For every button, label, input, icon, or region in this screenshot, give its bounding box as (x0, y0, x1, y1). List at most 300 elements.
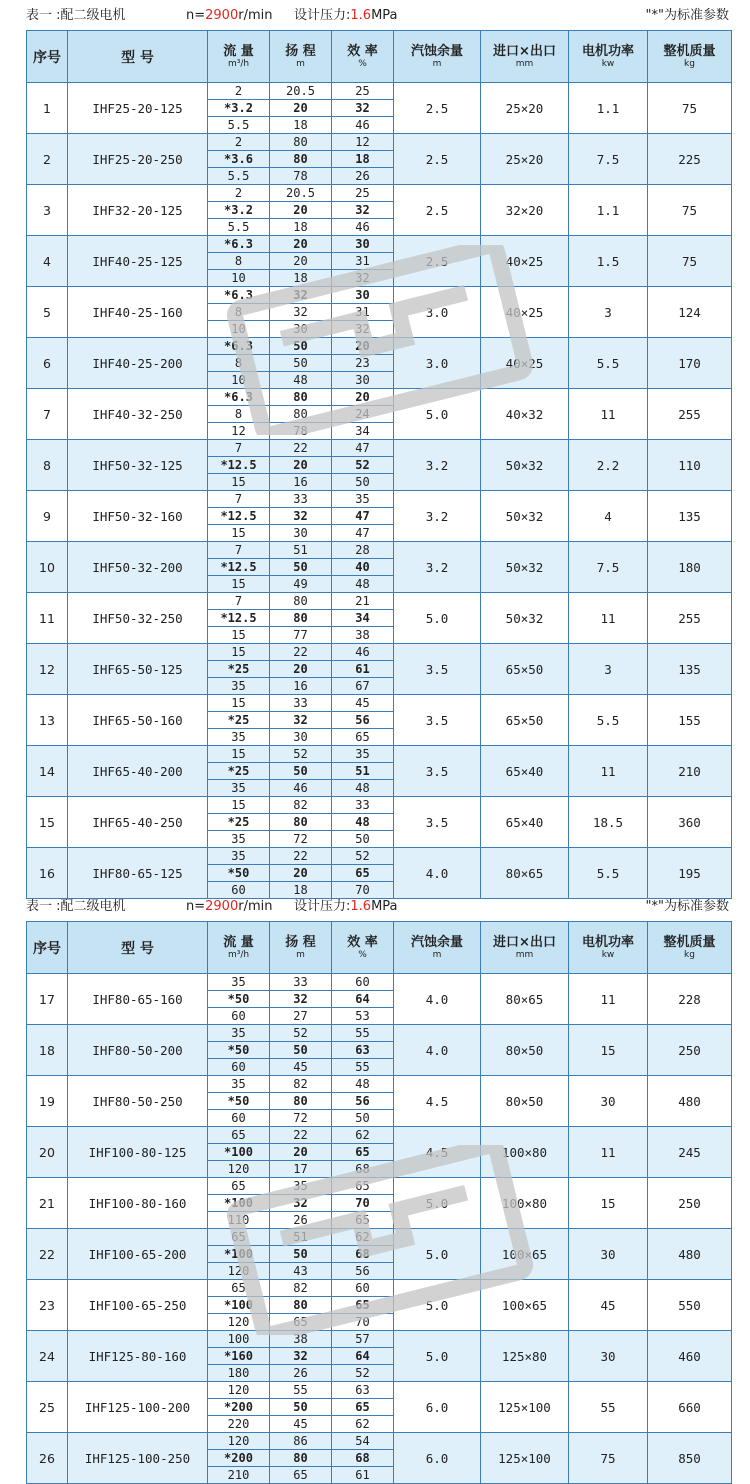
flow-cell: 10 (208, 270, 270, 287)
head-cell: 27 (270, 1008, 332, 1025)
motor-power-cell: 3 (569, 287, 648, 338)
caption-design-pressure: 设计压力:1.6MPa (294, 8, 398, 23)
weight-cell: 480 (648, 1229, 732, 1280)
row-number: 17 (27, 974, 68, 1025)
table-row (27, 644, 732, 661)
head-cell: 38 (270, 1331, 332, 1348)
weight-cell: 124 (648, 287, 732, 338)
caption-standard-note: "*"为标准参数 (645, 899, 729, 914)
flow-cell: 5.5 (208, 219, 270, 236)
head-cell: 18 (270, 219, 332, 236)
flow-cell: *100 (208, 1144, 270, 1161)
head-cell: 17 (270, 1161, 332, 1178)
efficiency-cell: 57 (332, 1331, 394, 1348)
header-inlet-outlet: 进口×出口 mm (481, 922, 569, 974)
row-number: 25 (27, 1382, 68, 1433)
efficiency-cell: 52 (332, 1365, 394, 1382)
row-number: 13 (27, 695, 68, 746)
motor-power-cell: 18.5 (569, 797, 648, 848)
efficiency-cell: 45 (332, 695, 394, 712)
head-cell: 22 (270, 1127, 332, 1144)
flow-cell: 35 (208, 1076, 270, 1093)
motor-power-cell: 5.5 (569, 338, 648, 389)
head-cell: 48 (270, 372, 332, 389)
model-cell: IHF50-32-250 (68, 593, 208, 644)
motor-power-cell: 15 (569, 1178, 648, 1229)
row-number: 2 (27, 134, 68, 185)
head-cell: 20 (270, 253, 332, 270)
header-flow: 流 量 m³/h (208, 31, 270, 83)
head-cell: 32 (270, 508, 332, 525)
efficiency-cell: 38 (332, 627, 394, 644)
flow-cell: *50 (208, 865, 270, 882)
efficiency-cell: 25 (332, 185, 394, 202)
table-row (27, 797, 732, 814)
flow-cell: 15 (208, 797, 270, 814)
flow-cell: 210 (208, 1467, 270, 1484)
flow-cell: 35 (208, 974, 270, 991)
flow-cell: 65 (208, 1178, 270, 1195)
model-cell: IHF100-80-125 (68, 1127, 208, 1178)
row-number: 3 (27, 185, 68, 236)
efficiency-cell: 64 (332, 991, 394, 1008)
caption-label: 表一 :配二级电机 (26, 8, 126, 23)
efficiency-cell: 48 (332, 576, 394, 593)
head-cell: 50 (270, 763, 332, 780)
flow-cell: 60 (208, 882, 270, 899)
flow-cell: *100 (208, 1297, 270, 1314)
weight-cell: 660 (648, 1382, 732, 1433)
npsh-cell: 2.5 (394, 236, 481, 287)
efficiency-cell: 46 (332, 644, 394, 661)
npsh-cell: 5.0 (394, 1178, 481, 1229)
weight-cell: 255 (648, 389, 732, 440)
efficiency-cell: 12 (332, 134, 394, 151)
efficiency-cell: 65 (332, 1399, 394, 1416)
npsh-cell: 3.0 (394, 338, 481, 389)
head-cell: 80 (270, 134, 332, 151)
header-row (27, 31, 732, 83)
motor-power-cell: 11 (569, 389, 648, 440)
header-motor-power: 电机功率 kw (569, 922, 648, 974)
model-cell: IHF125-100-200 (68, 1382, 208, 1433)
head-cell: 82 (270, 1280, 332, 1297)
inlet-outlet-cell: 65×50 (481, 695, 569, 746)
motor-power-cell: 7.5 (569, 134, 648, 185)
efficiency-cell: 47 (332, 525, 394, 542)
table-row (27, 746, 732, 763)
flow-cell: 15 (208, 695, 270, 712)
npsh-cell: 4.5 (394, 1076, 481, 1127)
efficiency-cell: 51 (332, 763, 394, 780)
table-row (27, 1076, 732, 1093)
table-row (27, 1178, 732, 1195)
inlet-outlet-cell: 80×50 (481, 1076, 569, 1127)
row-number: 6 (27, 338, 68, 389)
row-number: 11 (27, 593, 68, 644)
weight-cell: 480 (648, 1076, 732, 1127)
efficiency-cell: 70 (332, 882, 394, 899)
flow-cell: 7 (208, 593, 270, 610)
motor-power-cell: 1.1 (569, 83, 648, 134)
flow-cell: 8 (208, 355, 270, 372)
head-cell: 45 (270, 1416, 332, 1433)
inlet-outlet-cell: 65×50 (481, 644, 569, 695)
head-cell: 32 (270, 304, 332, 321)
head-cell: 32 (270, 1195, 332, 1212)
motor-power-cell: 55 (569, 1382, 648, 1433)
head-cell: 65 (270, 1314, 332, 1331)
npsh-cell: 5.0 (394, 389, 481, 440)
model-cell: IHF40-25-160 (68, 287, 208, 338)
head-cell: 80 (270, 1093, 332, 1110)
table-body (27, 83, 732, 899)
inlet-outlet-cell: 125×80 (481, 1331, 569, 1382)
model-cell: IHF65-50-125 (68, 644, 208, 695)
flow-cell: 2 (208, 83, 270, 100)
row-number: 21 (27, 1178, 68, 1229)
head-cell: 20 (270, 865, 332, 882)
model-cell: IHF40-32-250 (68, 389, 208, 440)
table-row (27, 1229, 732, 1246)
flow-cell: 15 (208, 474, 270, 491)
flow-cell: 5.5 (208, 117, 270, 134)
row-number: 22 (27, 1229, 68, 1280)
inlet-outlet-cell: 25×20 (481, 134, 569, 185)
header-flow: 流 量 m³/h (208, 922, 270, 974)
efficiency-cell: 52 (332, 848, 394, 865)
head-cell: 80 (270, 1297, 332, 1314)
row-number: 4 (27, 236, 68, 287)
model-cell: IHF125-100-250 (68, 1433, 208, 1484)
head-cell: 33 (270, 974, 332, 991)
flow-cell: 15 (208, 627, 270, 644)
inlet-outlet-cell: 40×32 (481, 389, 569, 440)
npsh-cell: 3.2 (394, 440, 481, 491)
row-number: 18 (27, 1025, 68, 1076)
weight-cell: 250 (648, 1178, 732, 1229)
efficiency-cell: 53 (332, 1008, 394, 1025)
motor-power-cell: 15 (569, 1025, 648, 1076)
weight-cell: 255 (648, 593, 732, 644)
flow-cell: 7 (208, 491, 270, 508)
row-number: 14 (27, 746, 68, 797)
model-cell: IHF80-50-250 (68, 1076, 208, 1127)
efficiency-cell: 18 (332, 151, 394, 168)
efficiency-cell: 62 (332, 1229, 394, 1246)
npsh-cell: 2.5 (394, 185, 481, 236)
efficiency-cell: 32 (332, 100, 394, 117)
head-cell: 52 (270, 746, 332, 763)
model-cell: IHF125-80-160 (68, 1331, 208, 1382)
efficiency-cell: 48 (332, 780, 394, 797)
flow-cell: 15 (208, 644, 270, 661)
flow-cell: 60 (208, 1008, 270, 1025)
inlet-outlet-cell: 40×25 (481, 287, 569, 338)
flow-cell: 120 (208, 1263, 270, 1280)
efficiency-cell: 48 (332, 1076, 394, 1093)
efficiency-cell: 50 (332, 831, 394, 848)
inlet-outlet-cell: 100×80 (481, 1127, 569, 1178)
table-row (27, 1280, 732, 1297)
efficiency-cell: 56 (332, 712, 394, 729)
weight-cell: 850 (648, 1433, 732, 1484)
efficiency-cell: 65 (332, 1178, 394, 1195)
head-cell: 35 (270, 1178, 332, 1195)
motor-power-cell: 30 (569, 1331, 648, 1382)
efficiency-cell: 62 (332, 1416, 394, 1433)
npsh-cell: 4.0 (394, 974, 481, 1025)
npsh-cell: 4.5 (394, 1127, 481, 1178)
flow-cell: *25 (208, 661, 270, 678)
head-cell: 80 (270, 406, 332, 423)
flow-cell: 60 (208, 1059, 270, 1076)
efficiency-cell: 61 (332, 1467, 394, 1484)
head-cell: 82 (270, 1076, 332, 1093)
inlet-outlet-cell: 32×20 (481, 185, 569, 236)
npsh-cell: 6.0 (394, 1382, 481, 1433)
efficiency-cell: 63 (332, 1382, 394, 1399)
npsh-cell: 3.5 (394, 746, 481, 797)
weight-cell: 245 (648, 1127, 732, 1178)
model-cell: IHF25-20-125 (68, 83, 208, 134)
weight-cell: 135 (648, 644, 732, 695)
inlet-outlet-cell: 65×40 (481, 797, 569, 848)
caption-motor-speed: n=2900r/min (186, 899, 273, 914)
flow-cell: *25 (208, 763, 270, 780)
flow-cell: *12.5 (208, 559, 270, 576)
efficiency-cell: 64 (332, 1348, 394, 1365)
npsh-cell: 4.0 (394, 1025, 481, 1076)
flow-cell: 10 (208, 372, 270, 389)
npsh-cell: 3.5 (394, 695, 481, 746)
table-row (27, 1025, 732, 1042)
inlet-outlet-cell: 125×100 (481, 1433, 569, 1484)
row-number: 8 (27, 440, 68, 491)
table-row (27, 1382, 732, 1399)
flow-cell: 7 (208, 542, 270, 559)
flow-cell: 15 (208, 746, 270, 763)
header-head: 扬 程 m (270, 31, 332, 83)
efficiency-cell: 32 (332, 270, 394, 287)
weight-cell: 155 (648, 695, 732, 746)
efficiency-cell: 30 (332, 236, 394, 253)
flow-cell: 8 (208, 304, 270, 321)
table-row (27, 185, 732, 202)
model-cell: IHF100-65-200 (68, 1229, 208, 1280)
table-row (27, 287, 732, 304)
model-cell: IHF40-25-125 (68, 236, 208, 287)
head-cell: 32 (270, 712, 332, 729)
efficiency-cell: 65 (332, 1212, 394, 1229)
motor-power-cell: 30 (569, 1076, 648, 1127)
head-cell: 80 (270, 593, 332, 610)
head-cell: 20 (270, 100, 332, 117)
efficiency-cell: 68 (332, 1450, 394, 1467)
efficiency-cell: 60 (332, 974, 394, 991)
head-cell: 20 (270, 202, 332, 219)
efficiency-cell: 40 (332, 559, 394, 576)
row-number: 15 (27, 797, 68, 848)
efficiency-cell: 61 (332, 661, 394, 678)
header-model: 型 号 (68, 31, 208, 83)
inlet-outlet-cell: 40×25 (481, 338, 569, 389)
flow-cell: 15 (208, 525, 270, 542)
head-cell: 20.5 (270, 185, 332, 202)
table-row (27, 1433, 732, 1450)
flow-cell: 2 (208, 134, 270, 151)
row-number: 7 (27, 389, 68, 440)
table-row (27, 134, 732, 151)
caption-label: 表一 :配二级电机 (26, 899, 126, 914)
motor-power-cell: 11 (569, 746, 648, 797)
table-caption (26, 4, 731, 28)
weight-cell: 225 (648, 134, 732, 185)
head-cell: 50 (270, 1399, 332, 1416)
efficiency-cell: 34 (332, 610, 394, 627)
pump-spec-table (26, 30, 732, 899)
efficiency-cell: 46 (332, 117, 394, 134)
flow-cell: 8 (208, 253, 270, 270)
model-cell: IHF40-25-200 (68, 338, 208, 389)
head-cell: 45 (270, 1059, 332, 1076)
header-row (27, 922, 732, 974)
flow-cell: 5.5 (208, 168, 270, 185)
efficiency-cell: 35 (332, 491, 394, 508)
model-cell: IHF50-32-200 (68, 542, 208, 593)
flow-cell: 35 (208, 1025, 270, 1042)
inlet-outlet-cell: 25×20 (481, 83, 569, 134)
efficiency-cell: 30 (332, 372, 394, 389)
head-cell: 86 (270, 1433, 332, 1450)
head-cell: 32 (270, 1348, 332, 1365)
inlet-outlet-cell: 100×65 (481, 1280, 569, 1331)
flow-cell: 65 (208, 1127, 270, 1144)
head-cell: 50 (270, 1042, 332, 1059)
head-cell: 50 (270, 1246, 332, 1263)
header-no: 序号 (27, 922, 68, 974)
table-row (27, 1127, 732, 1144)
flow-cell: *12.5 (208, 508, 270, 525)
weight-cell: 250 (648, 1025, 732, 1076)
npsh-cell: 3.5 (394, 797, 481, 848)
flow-cell: 15 (208, 576, 270, 593)
header-weight: 整机质量 kg (648, 922, 732, 974)
head-cell: 33 (270, 491, 332, 508)
efficiency-cell: 47 (332, 440, 394, 457)
efficiency-cell: 55 (332, 1025, 394, 1042)
table-row (27, 542, 732, 559)
motor-power-cell: 11 (569, 1127, 648, 1178)
head-cell: 82 (270, 797, 332, 814)
flow-cell: *200 (208, 1450, 270, 1467)
row-number: 1 (27, 83, 68, 134)
row-number: 20 (27, 1127, 68, 1178)
model-cell: IHF100-80-160 (68, 1178, 208, 1229)
flow-cell: 35 (208, 848, 270, 865)
flow-cell: 10 (208, 321, 270, 338)
efficiency-cell: 68 (332, 1161, 394, 1178)
table-row (27, 338, 732, 355)
efficiency-cell: 54 (332, 1433, 394, 1450)
head-cell: 80 (270, 1450, 332, 1467)
model-cell: IHF65-40-250 (68, 797, 208, 848)
model-cell: IHF65-40-200 (68, 746, 208, 797)
model-cell: IHF80-65-125 (68, 848, 208, 899)
efficiency-cell: 23 (332, 355, 394, 372)
efficiency-cell: 62 (332, 1127, 394, 1144)
inlet-outlet-cell: 50×32 (481, 491, 569, 542)
npsh-cell: 2.5 (394, 134, 481, 185)
row-number: 19 (27, 1076, 68, 1127)
flow-cell: *12.5 (208, 457, 270, 474)
header-inlet-outlet: 进口×出口 mm (481, 31, 569, 83)
flow-cell: 35 (208, 678, 270, 695)
npsh-cell: 5.0 (394, 1280, 481, 1331)
flow-cell: 120 (208, 1382, 270, 1399)
efficiency-cell: 46 (332, 219, 394, 236)
flow-cell: 110 (208, 1212, 270, 1229)
model-cell: IHF100-65-250 (68, 1280, 208, 1331)
efficiency-cell: 63 (332, 1042, 394, 1059)
npsh-cell: 6.0 (394, 1433, 481, 1484)
npsh-cell: 3.0 (394, 287, 481, 338)
row-number: 5 (27, 287, 68, 338)
flow-cell: *50 (208, 1093, 270, 1110)
head-cell: 18 (270, 270, 332, 287)
table-row (27, 974, 732, 991)
model-cell: IHF32-20-125 (68, 185, 208, 236)
header-weight: 整机质量 kg (648, 31, 732, 83)
head-cell: 30 (270, 729, 332, 746)
efficiency-cell: 65 (332, 1144, 394, 1161)
header-no: 序号 (27, 31, 68, 83)
weight-cell: 550 (648, 1280, 732, 1331)
head-cell: 20.5 (270, 83, 332, 100)
model-cell: IHF50-32-125 (68, 440, 208, 491)
motor-power-cell: 75 (569, 1433, 648, 1484)
flow-cell: 120 (208, 1161, 270, 1178)
head-cell: 51 (270, 542, 332, 559)
table-row (27, 593, 732, 610)
efficiency-cell: 20 (332, 389, 394, 406)
table-row (27, 695, 732, 712)
flow-cell: 35 (208, 780, 270, 797)
head-cell: 78 (270, 423, 332, 440)
flow-cell: *3.2 (208, 100, 270, 117)
header-motor-power: 电机功率 kw (569, 31, 648, 83)
head-cell: 50 (270, 559, 332, 576)
flow-cell: 65 (208, 1229, 270, 1246)
motor-power-cell: 5.5 (569, 848, 648, 899)
caption-motor-speed: n=2900r/min (186, 8, 273, 23)
weight-cell: 180 (648, 542, 732, 593)
flow-cell: *25 (208, 712, 270, 729)
head-cell: 80 (270, 814, 332, 831)
efficiency-cell: 70 (332, 1314, 394, 1331)
flow-cell: 120 (208, 1314, 270, 1331)
motor-power-cell: 45 (569, 1280, 648, 1331)
table-row (27, 440, 732, 457)
head-cell: 51 (270, 1229, 332, 1246)
row-number: 12 (27, 644, 68, 695)
head-cell: 32 (270, 287, 332, 304)
head-cell: 20 (270, 236, 332, 253)
head-cell: 72 (270, 1110, 332, 1127)
head-cell: 20 (270, 1144, 332, 1161)
inlet-outlet-cell: 50×32 (481, 440, 569, 491)
head-cell: 80 (270, 151, 332, 168)
